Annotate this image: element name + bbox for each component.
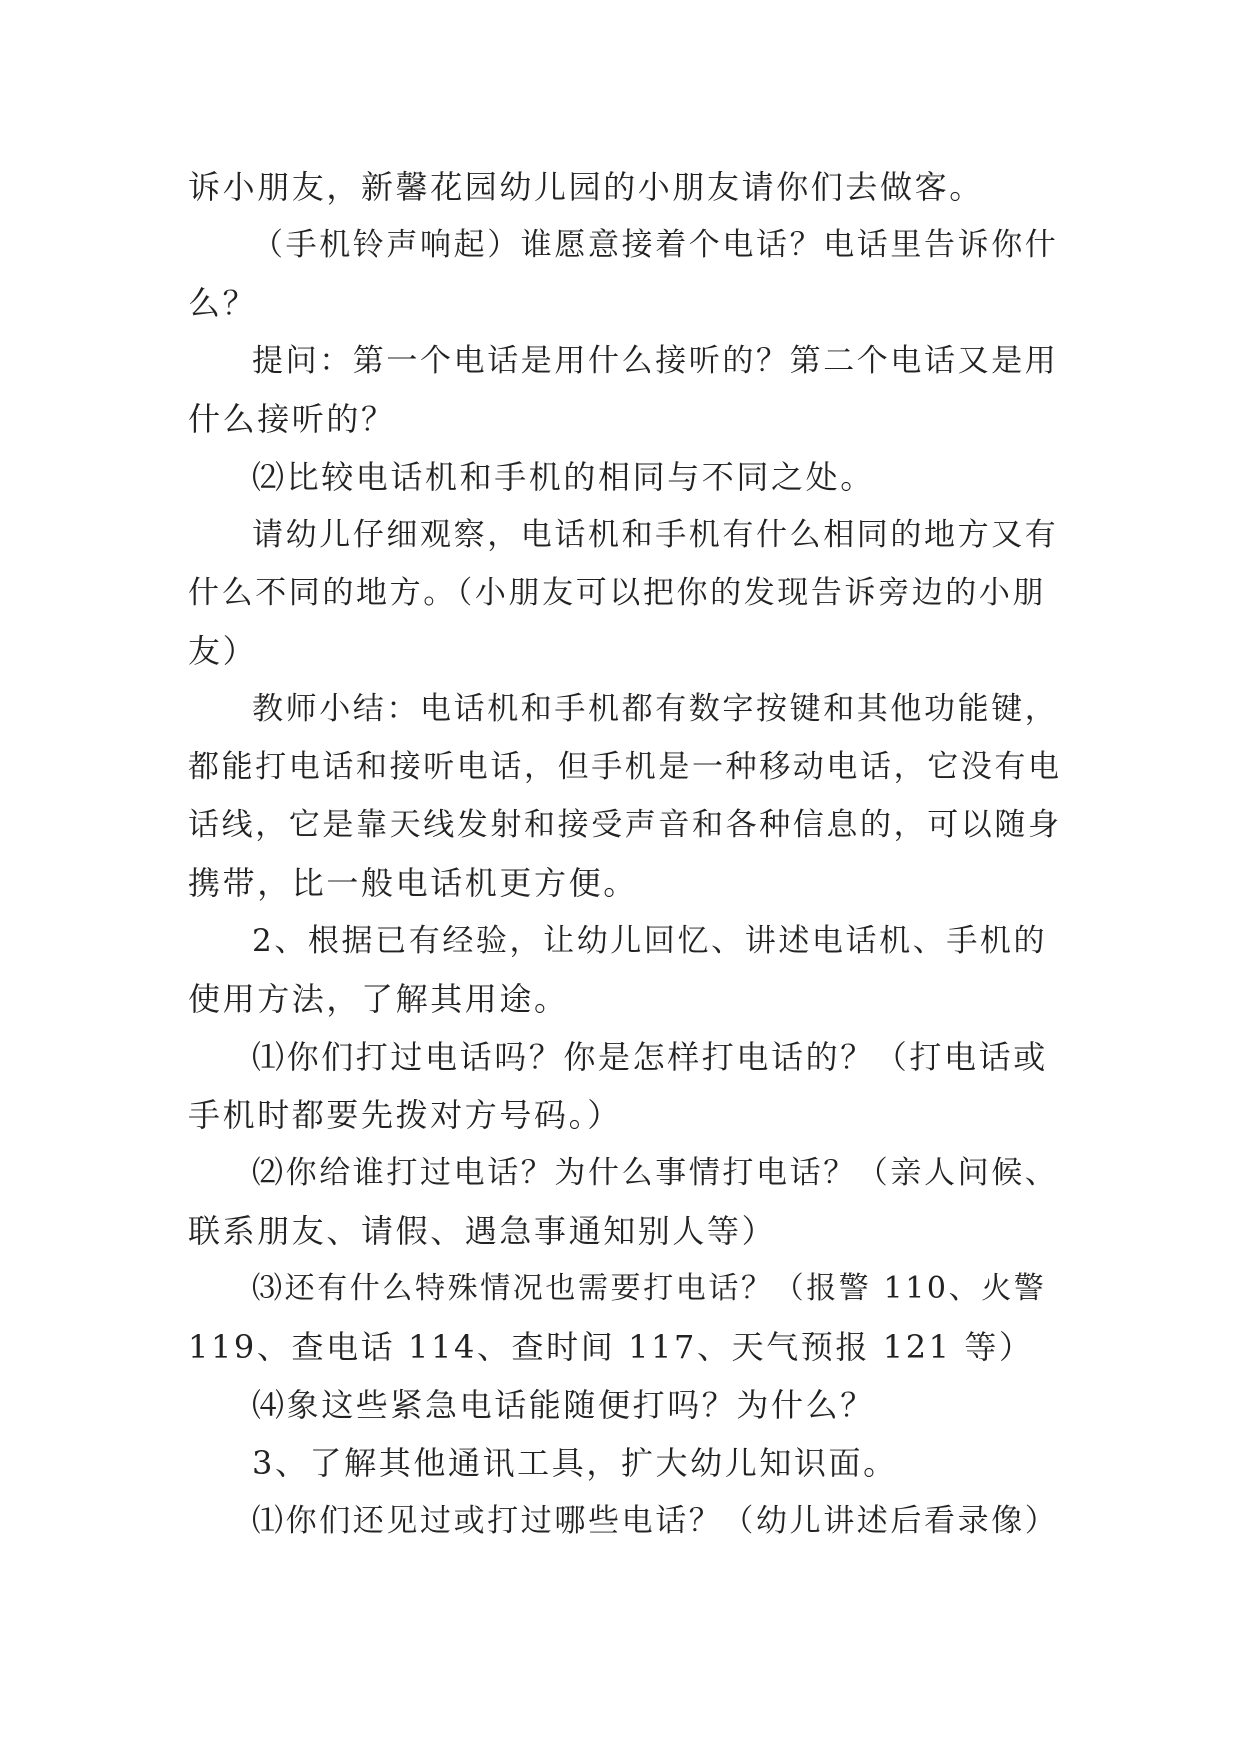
text-line: 携带，比一般电话机更方便。 <box>188 864 638 902</box>
text-line: 什么不同的地方。（小朋友可以把你的发现告诉旁边的小朋 <box>188 575 1047 611</box>
text-line: ⑴你们还见过或打过哪些电话？（幼儿讲述后看录像） <box>252 1503 1059 1539</box>
document-body <box>188 158 1068 1550</box>
text-line: （手机铃声响起）谁愿意接着个电话？电话里告诉你什 <box>252 227 1059 263</box>
text-line: 2、根据已有经验，让幼儿回忆、讲述电话机、手机的 <box>252 923 1048 959</box>
text-line: 3、了解其他通讯工具，扩大幼儿知识面。 <box>252 1444 898 1482</box>
text-line: 友） <box>188 632 258 670</box>
text-line: 教师小结：电话机和手机都有数字按键和其他功能键， <box>252 691 1059 727</box>
text-line: 话线，它是靠天线发射和接受声音和各种信息的，可以随身 <box>188 807 1062 843</box>
text-line: ⑴你们打过电话吗？你是怎样打电话的？（打电话或 <box>252 1038 1048 1076</box>
text-line: 提问：第一个电话是用什么接听的？第二个电话又是用 <box>252 343 1059 379</box>
text-line: 什么接听的？ <box>188 400 396 438</box>
text-line: 使用方法，了解其用途。 <box>188 980 569 1018</box>
text-line: 么？ <box>188 284 258 322</box>
text-line: 诉小朋友，新馨花园幼儿园的小朋友请你们去做客。 <box>188 168 984 206</box>
text-line: 119、查电话 114、查时间 117、天气预报 121 等） <box>188 1328 1034 1366</box>
text-line: 都能打电话和接听电话，但手机是一种移动电话，它没有电 <box>188 749 1062 785</box>
text-line: ⑵你给谁打过电话？为什么事情打电话？（亲人问候、 <box>252 1155 1059 1191</box>
text-line: 手机时都要先拨对方号码。） <box>188 1096 622 1134</box>
text-line: 请幼儿仔细观察，电话机和手机有什么相同的地方又有 <box>252 517 1059 553</box>
text-line: ⑶还有什么特殊情况也需要打电话？（报警 110、火警 <box>252 1271 1047 1306</box>
text-line: 联系朋友、请假、遇急事通知别人等） <box>188 1212 777 1250</box>
text-line: ⑵比较电话机和手机的相同与不同之处。 <box>252 458 875 496</box>
text-line: ⑷象这些紧急电话能随便打吗？为什么？ <box>252 1386 875 1424</box>
